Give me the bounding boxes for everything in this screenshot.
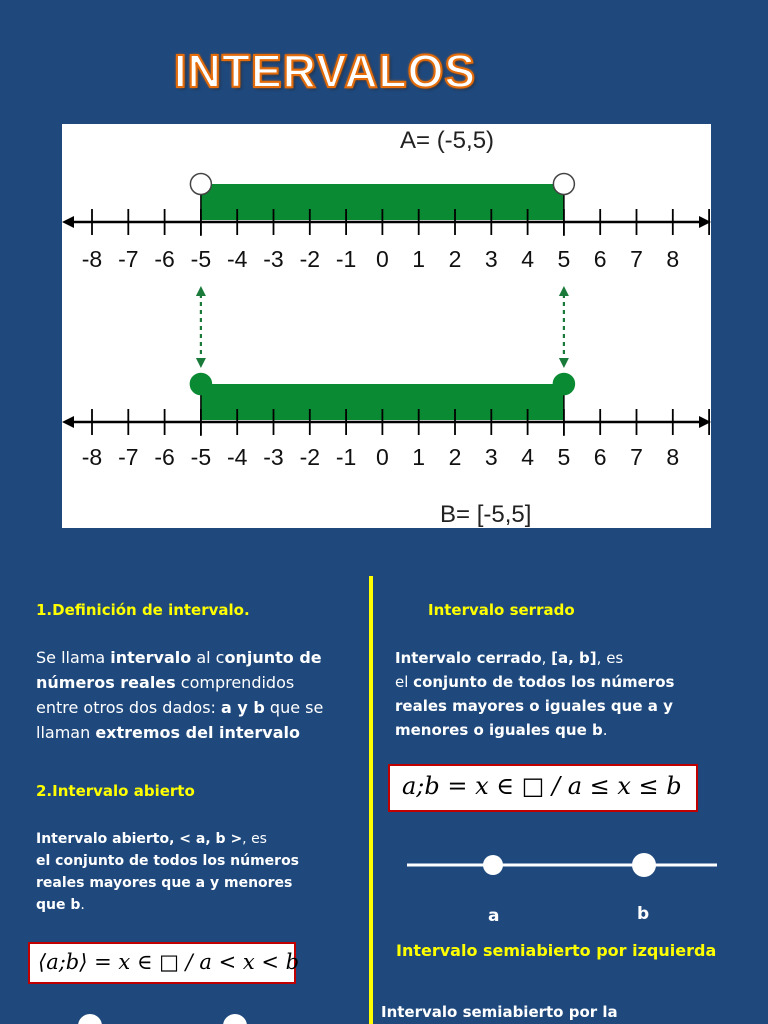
text-bold: conjunto de todos los números reales mayores que a y menores que b (36, 853, 300, 913)
endpoint-b-icon (224, 1015, 246, 1024)
text-bold: onjunto de números reales (36, 648, 322, 692)
text-bold: intervalo (110, 648, 192, 667)
open-endpoint-icon (553, 174, 574, 195)
open-interval-endpoints (60, 1010, 280, 1024)
closed-endpoint-icon (190, 374, 211, 395)
text: , es (596, 649, 624, 667)
text: Se llama (36, 648, 111, 667)
tick-label: -4 (226, 246, 248, 272)
tick-label: 2 (448, 444, 462, 470)
text: , es (242, 831, 267, 847)
tick-label: 0 (376, 246, 389, 272)
tick-label: 1 (412, 444, 426, 470)
point-a-label: a (488, 906, 500, 926)
closed-interval-formula (388, 764, 698, 812)
tick-label: 6 (593, 246, 607, 272)
arrow-down-icon (196, 358, 206, 368)
text-bold: Intervalo cerrado (395, 649, 542, 667)
tick-label: 4 (521, 444, 534, 470)
tick-label: -6 (154, 444, 175, 470)
text: . (80, 897, 85, 913)
definition-paragraph (36, 645, 336, 745)
closed-interval-line (405, 852, 725, 878)
text: al c (191, 648, 225, 667)
text-bold: extremos del intervalo (95, 723, 300, 742)
closed-endpoint-icon (553, 374, 574, 395)
tick-label: -7 (118, 246, 139, 272)
tick-label: -2 (299, 246, 321, 272)
column-divider (369, 576, 373, 1024)
text-bold: [a, b] (551, 649, 597, 667)
tick-label: 4 (521, 246, 534, 272)
tick-label: -8 (81, 246, 103, 272)
tick-label: 3 (484, 246, 498, 272)
endpoint-b-icon (632, 853, 656, 877)
open-interval-formula (28, 942, 300, 984)
arrow-up-icon (196, 286, 206, 296)
number-line-figure (62, 124, 711, 528)
tick-label: 6 (593, 444, 607, 470)
label-interval-b: B= [-5,5] (440, 501, 532, 528)
tick-label: 0 (376, 444, 389, 470)
tick-label: 5 (557, 444, 571, 470)
text: , (541, 649, 552, 667)
open-interval-paragraph (36, 828, 326, 916)
tick-label: -1 (335, 246, 357, 272)
tick-label: -5 (190, 444, 212, 470)
endpoint-a-icon (483, 855, 503, 875)
open-endpoint-icon (190, 174, 211, 195)
text-bold: conjunto de todos los números reales mayores o iguales que a y menores o iguales que b (395, 673, 675, 739)
tick-label: -4 (226, 444, 248, 470)
text-bold: Intervalo abierto (36, 831, 170, 847)
tick-label: -2 (299, 444, 321, 470)
definition-heading: 1.Definición de intervalo. (36, 601, 250, 619)
text-bold: el (36, 853, 56, 869)
text-bold: , < a, b > (169, 831, 243, 847)
formula-text: ⟨a;b⟩ = x ∈ □ / a < x < b (38, 950, 300, 974)
tick-label: -1 (335, 444, 357, 470)
text: el (395, 673, 414, 691)
number-line-diagram (62, 124, 711, 528)
tick-label: 7 (630, 246, 643, 272)
tick-label: -3 (263, 246, 284, 272)
text-bold: a y b (221, 698, 265, 717)
semi-open-left-heading: Intervalo semiabierto por izquierda (396, 941, 717, 960)
tick-label: 2 (448, 246, 462, 272)
label-interval-a: A= (-5,5) (400, 127, 495, 154)
page-title: INTERVALOS (173, 45, 477, 97)
tick-label: -5 (190, 246, 212, 272)
tick-label: 1 (412, 246, 426, 272)
tick-label: 3 (484, 444, 498, 470)
tick-label: 7 (630, 444, 643, 470)
semi-open-left-paragraph: Intervalo semiabierto por la (381, 1003, 618, 1021)
formula-text: a;b = x ∈ □ / a ≤ x ≤ b (402, 772, 682, 800)
tick-label: -6 (154, 246, 175, 272)
tick-label: -7 (118, 444, 139, 470)
text: . (602, 721, 608, 739)
point-b-label: b (637, 904, 650, 924)
tick-label: 8 (666, 444, 680, 470)
arrow-down-icon (559, 358, 569, 368)
tick-label: 5 (557, 246, 571, 272)
tick-label: -3 (263, 444, 284, 470)
arrow-left-icon (62, 416, 74, 428)
tick-label: 8 (666, 246, 680, 272)
endpoint-a-icon (79, 1015, 101, 1024)
arrow-up-icon (559, 286, 569, 296)
arrow-left-icon (62, 216, 74, 228)
closed-interval-heading: Intervalo serrado (428, 601, 575, 619)
text: que se llaman (36, 698, 324, 742)
closed-interval-paragraph (395, 646, 715, 742)
open-interval-heading: 2.Intervalo abierto (36, 782, 195, 800)
tick-label: -8 (81, 444, 103, 470)
text: comprendidos entre otros dos dados: (36, 673, 295, 717)
